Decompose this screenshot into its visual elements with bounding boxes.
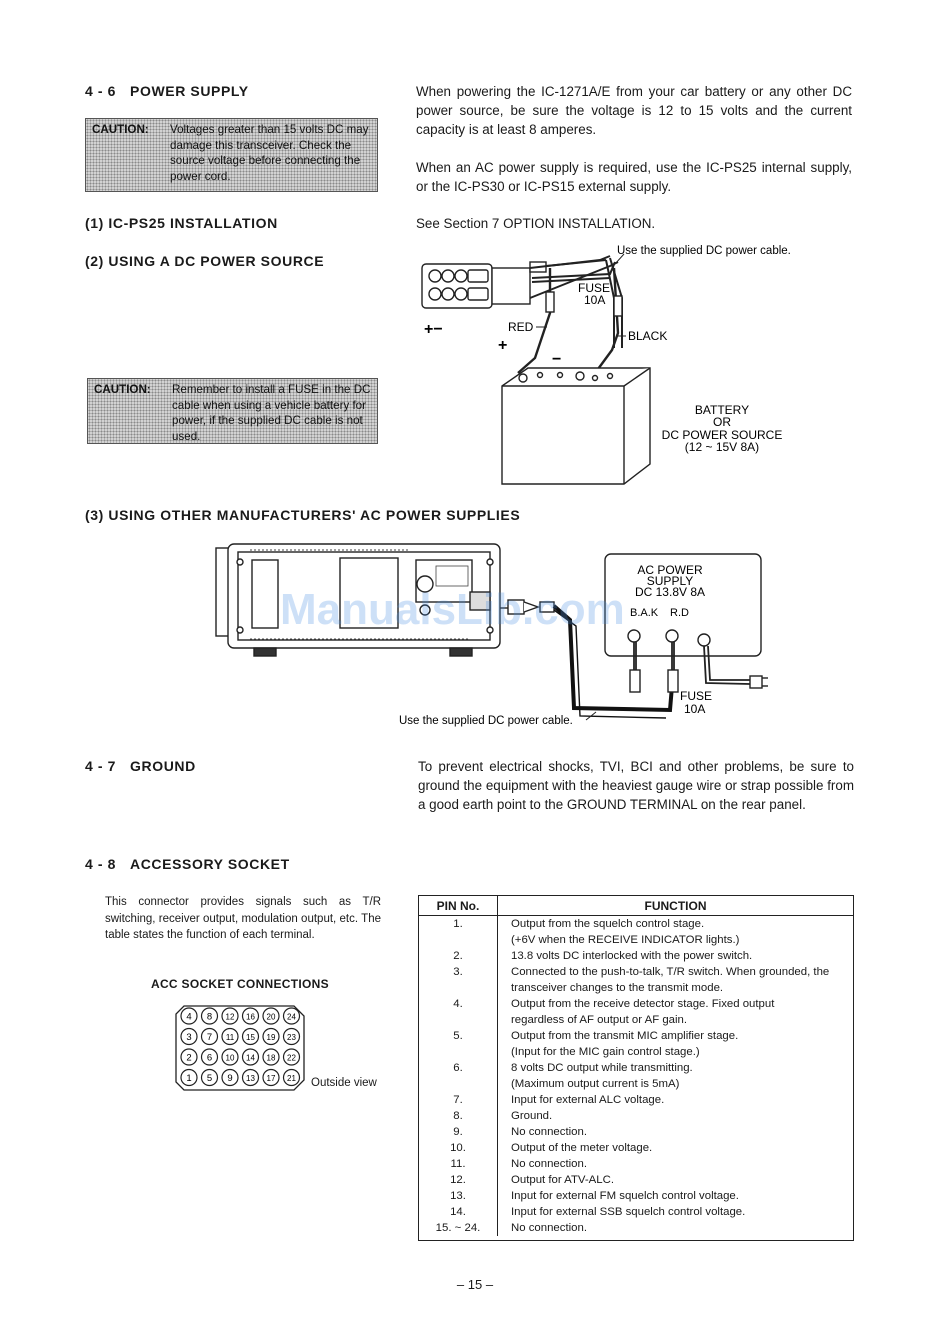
cable-label: Use the supplied DC power cable. xyxy=(399,715,573,727)
pin-function xyxy=(498,1172,854,1188)
socket-pin-label: 19 xyxy=(266,1033,276,1042)
fuse-rating: 10A xyxy=(684,702,706,716)
table-row xyxy=(419,1092,853,1108)
socket-pin xyxy=(243,1008,259,1024)
function-line: Ground. xyxy=(511,1110,553,1122)
socket-pin xyxy=(243,1029,259,1045)
section-title: POWER SUPPLY xyxy=(130,83,249,99)
function-line: Output of the meter voltage. xyxy=(511,1142,653,1154)
battery xyxy=(502,368,650,484)
socket-pin xyxy=(243,1070,259,1086)
socket-pin-label: 17 xyxy=(266,1074,276,1083)
socket-pin-label: 2 xyxy=(186,1052,192,1064)
table-row xyxy=(419,996,853,1028)
section-title: ACCESSORY SOCKET xyxy=(130,856,290,872)
subsection-ac-supplies: (3) USING OTHER MANUFACTURERS' AC POWER SUPPLIES xyxy=(85,507,521,523)
pin-function-table xyxy=(418,895,854,1241)
pin-function xyxy=(498,1156,854,1172)
function-line: (+6V when the RECEIVE INDICATOR lights.) xyxy=(511,934,740,946)
function-line: Input for external SSB squelch control voltage. xyxy=(511,1206,746,1218)
socket-pin-label: 24 xyxy=(287,1012,296,1022)
socket-pin xyxy=(181,1008,197,1024)
pin-number: 14. xyxy=(419,1204,498,1220)
pin-function xyxy=(498,948,854,964)
fuse-holder-red xyxy=(546,292,554,312)
function-line: Connected to the push-to-talk, T/R switch. When grounded, the transceiver changes to the transmit mode. xyxy=(511,966,830,994)
pin-function xyxy=(498,1108,854,1124)
socket-caption: Outside view xyxy=(311,1077,377,1089)
section-number: 4 - 6 xyxy=(85,83,117,99)
socket-pin xyxy=(222,1049,238,1065)
pin-number: 6. xyxy=(419,1060,498,1092)
socket-pin xyxy=(284,1049,300,1065)
socket-pin xyxy=(284,1008,300,1024)
section-4-7-heading xyxy=(85,758,196,774)
fuse-holder-black xyxy=(614,296,622,316)
socket-pin-label: 12 xyxy=(225,1012,235,1022)
function-line: Output from the receive detector stage. Fixed output xyxy=(511,998,775,1010)
black-label: BLACK xyxy=(628,329,668,343)
accessory-para: This connector provides signals such as T/R switching, receiver output, modulation output, etc. The table states the function of each terminal. xyxy=(105,896,381,941)
pin-number: 15. ~ 24. xyxy=(419,1220,498,1236)
section-title: GROUND xyxy=(130,758,196,774)
table-row xyxy=(419,1204,853,1220)
col-function-header: FUNCTION xyxy=(498,896,854,916)
socket-pin xyxy=(284,1070,300,1086)
socket-pin xyxy=(222,1029,238,1045)
function-line: Input for external FM squelch control voltage. xyxy=(511,1190,739,1202)
section-4-6-heading xyxy=(85,83,249,99)
pin-number: 3. xyxy=(419,964,498,996)
table-row xyxy=(419,1188,853,1204)
watermark: ManualsLib.com xyxy=(280,585,625,634)
socket-title: ACC SOCKET CONNECTIONS xyxy=(151,977,329,991)
socket-pin-label: 6 xyxy=(206,1052,213,1064)
battery-line-3: DC POWER SOURCE xyxy=(661,428,783,442)
pin-function xyxy=(498,1124,854,1140)
socket-pin xyxy=(263,1029,279,1045)
socket-pin xyxy=(202,1029,218,1045)
function-line: Output for ATV-ALC. xyxy=(511,1174,614,1186)
caution-text: Voltages greater than 15 volts DC may damage this transceiver. Check the source voltage before connecting the power cord. xyxy=(170,123,369,183)
socket-pin-label: 4 xyxy=(186,1011,192,1023)
socket-pin-label: 14 xyxy=(246,1053,255,1063)
subsection-dc-source: (2) USING A DC POWER SOURCE xyxy=(85,253,325,269)
socket-pin-label: 22 xyxy=(287,1053,296,1063)
caution-box-fuse xyxy=(87,378,378,444)
fuse-holders xyxy=(630,670,678,692)
pin-function xyxy=(498,996,854,1028)
pin-number: 7. xyxy=(419,1092,498,1108)
pin-number: 2. xyxy=(419,948,498,964)
terminal-red-label: R.D xyxy=(670,607,689,619)
pin-function xyxy=(498,1028,854,1060)
socket-pin-label: 11 xyxy=(225,1033,235,1042)
caution-label: CAUTION: xyxy=(94,383,151,396)
function-line: No connection. xyxy=(511,1222,587,1234)
psu-line-1: AC POWER xyxy=(637,563,703,577)
socket-pin xyxy=(202,1049,218,1065)
col-pin-header: PIN No. xyxy=(419,896,498,916)
pin-function xyxy=(498,1220,854,1236)
subsection-ps25: (1) IC-PS25 INSTALLATION xyxy=(85,215,278,231)
socket-pin xyxy=(222,1070,238,1086)
battery-line-2: OR xyxy=(713,415,731,429)
cable-label: Use the supplied DC power cable. xyxy=(617,245,791,257)
function-line: (Input for the MIC gain control stage.) xyxy=(511,1046,700,1058)
fuse-label: FUSE xyxy=(680,689,713,703)
function-line: 13.8 volts DC interlocked with the power switch. xyxy=(511,950,753,962)
pin-function xyxy=(498,1204,854,1220)
page-number: – 15 – xyxy=(456,1277,494,1292)
function-line: Output from the squelch control stage. xyxy=(511,918,705,930)
socket-pin xyxy=(243,1049,259,1065)
socket-pin xyxy=(202,1008,218,1024)
red-label: RED xyxy=(508,320,534,334)
caution-label: CAUTION: xyxy=(92,123,149,136)
function-line: regardless of AF output or AF gain. xyxy=(511,1014,688,1026)
pin-number: 11. xyxy=(419,1156,498,1172)
function-line: No connection. xyxy=(511,1158,587,1170)
pin-number: 5. xyxy=(419,1028,498,1060)
ground-para: To prevent electrical shocks, TVI, BCI and other problems, be sure to ground the equipment with the heaviest gauge wire or strap possible from a good earth point to the GROUND TERMINAL on the rear panel. xyxy=(418,759,854,812)
dc-connection-diagram xyxy=(410,238,850,488)
section-number: 4 - 7 xyxy=(85,758,117,774)
acc-socket-diagram xyxy=(172,1002,312,1094)
function-line: (Maximum output current is 5mA) xyxy=(511,1078,680,1090)
socket-pin-label: 18 xyxy=(266,1053,276,1063)
socket-pin-label: 7 xyxy=(206,1032,213,1043)
pin-function xyxy=(498,1188,854,1204)
pin-function xyxy=(498,1092,854,1108)
table-row xyxy=(419,1060,853,1092)
table-row xyxy=(419,1156,853,1172)
socket-pin-label: 3 xyxy=(186,1032,192,1043)
table-row xyxy=(419,964,853,996)
socket-pin-label: 5 xyxy=(206,1073,213,1084)
pin-function xyxy=(498,916,854,949)
pin-number: 9. xyxy=(419,1124,498,1140)
terminal-black-label: B.A.K xyxy=(630,607,659,619)
psu-line-2: SUPPLY xyxy=(646,574,694,588)
table-row xyxy=(419,916,853,949)
pin-number: 12. xyxy=(419,1172,498,1188)
function-line: Output from the transmit MIC amplifier stage. xyxy=(511,1030,739,1042)
function-line: Input for external ALC voltage. xyxy=(511,1094,665,1106)
power-para-2: When an AC power supply is required, use the IC-PS25 internal supply, or the IC-PS30 or IC-PS15 external supply. xyxy=(416,160,852,194)
power-para-1: When powering the IC-1271A/E from your car battery or any other DC power source, be sure the voltage is 12 to 15 volts and the current capacity is at least 8 amperes. xyxy=(416,84,852,137)
ac-connection-diagram xyxy=(210,538,780,730)
pin-number: 4. xyxy=(419,996,498,1028)
socket-pin xyxy=(263,1049,279,1065)
socket-pin xyxy=(202,1070,218,1086)
minus-sign: − xyxy=(552,351,562,368)
socket-pin-label: 13 xyxy=(246,1074,255,1083)
section-4-8-heading xyxy=(85,856,290,872)
fuse-rating: 10A xyxy=(584,293,606,307)
socket-pin xyxy=(284,1029,300,1045)
socket-pin xyxy=(263,1008,279,1024)
socket-pin xyxy=(181,1029,197,1045)
section-number: 4 - 8 xyxy=(85,856,117,872)
table-row xyxy=(419,1220,853,1236)
table-row xyxy=(419,1172,853,1188)
battery-line-1: BATTERY xyxy=(694,403,750,417)
pin-function xyxy=(498,1060,854,1092)
connector-polarity: +− xyxy=(424,321,443,338)
socket-pin-label: 16 xyxy=(246,1012,255,1022)
table-row xyxy=(419,948,853,964)
pin-table-body xyxy=(419,916,853,1237)
pin-number: 1. xyxy=(419,916,498,949)
socket-pin xyxy=(263,1070,279,1086)
function-line: 8 volts DC output while transmitting. xyxy=(511,1062,693,1074)
pin-function xyxy=(498,1140,854,1156)
plus-sign: + xyxy=(498,337,508,354)
socket-pin-label: 20 xyxy=(266,1012,276,1022)
socket-pin-label: 10 xyxy=(225,1053,235,1063)
pin-number: 13. xyxy=(419,1188,498,1204)
table-row xyxy=(419,1028,853,1060)
power-connector xyxy=(422,262,546,308)
table-row xyxy=(419,1140,853,1156)
socket-pin xyxy=(222,1008,238,1024)
ac-plug xyxy=(750,676,768,688)
table-row xyxy=(419,1124,853,1140)
function-line: No connection. xyxy=(511,1126,587,1138)
pin-number: 8. xyxy=(419,1108,498,1124)
caution-box-voltage xyxy=(85,118,378,192)
battery-line-4: (12 ~ 15V 8A) xyxy=(684,440,760,454)
socket-pin xyxy=(181,1070,197,1086)
socket-pin-label: 1 xyxy=(186,1073,192,1084)
socket-pin-label: 23 xyxy=(287,1033,296,1042)
socket-pin xyxy=(181,1049,197,1065)
fuse-label: FUSE xyxy=(578,281,611,295)
socket-pin-label: 8 xyxy=(206,1011,213,1023)
pin-function xyxy=(498,964,854,996)
caution-text: Remember to install a FUSE in the DC cable when using a vehicle battery for power, if the supplied DC cable is not used. xyxy=(172,383,371,443)
pin-number: 10. xyxy=(419,1140,498,1156)
socket-pin-label: 15 xyxy=(246,1033,255,1042)
socket-pin-label: 9 xyxy=(227,1073,233,1084)
table-row xyxy=(419,1108,853,1124)
psu-line-3: DC 13.8V 8A xyxy=(634,585,706,599)
socket-pin-label: 21 xyxy=(287,1074,296,1083)
power-para-3: See Section 7 OPTION INSTALLATION. xyxy=(416,216,656,231)
